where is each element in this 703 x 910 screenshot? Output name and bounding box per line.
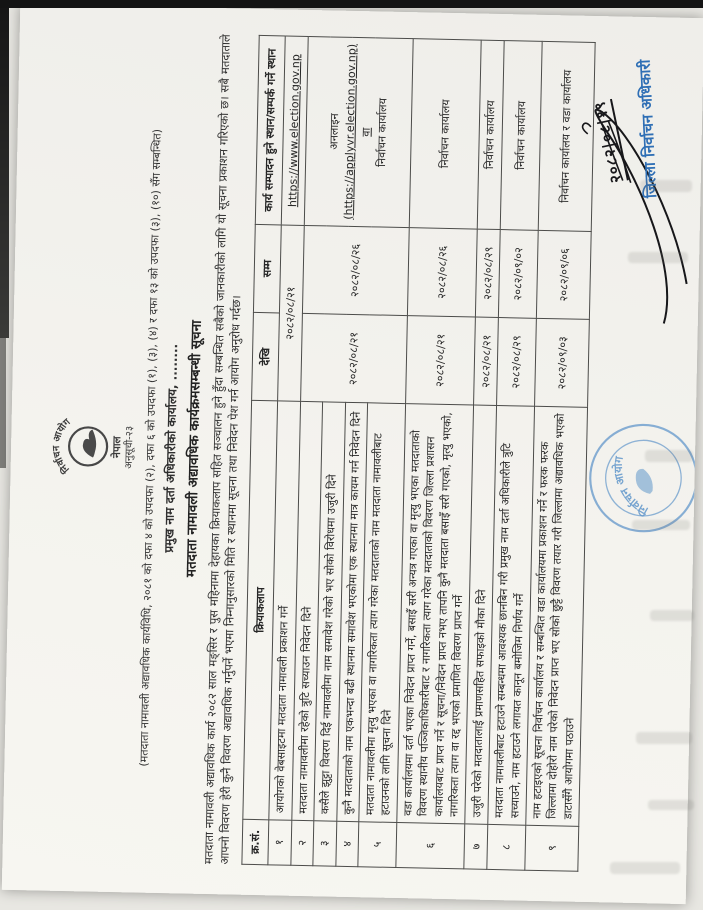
scan-smudge	[632, 520, 690, 530]
page-content	[2, 30, 703, 874]
round-stamp-text: निर्वाचन आयोग	[611, 455, 651, 518]
row-activity: वडा कार्यालयमा दर्ता भएका निवेदन प्राप्त गर्ने, बसाइँ सरी अन्यत्र गएका वा मृत्यु भएका मतदाताको विवरण स्थानीय पञ्जिकाधिकारीबाट र नागरिकता त्याग गरेका मतदाताको विवरण जिल्ला प्रशासन कार्यालयबाट प्राप्त गर्ने र सूचना/निवेदन प्राप्त नभए तापनि कुनै मतदाता बसाइँ सरी गएको, मृत्यु भएको, नागरिकता त्याग वा रद्द भएको प्रमाणित विवरण प्राप्त गर्ने	[397, 404, 474, 824]
row-place: निर्वाचन कार्यालय	[409, 39, 482, 229]
scan-smudge	[650, 610, 694, 621]
row-sn: १	[268, 819, 292, 865]
letterhead-country: नेपाल	[110, 436, 124, 459]
place-line-url: (https://applyvr.election.gov.np) वा	[341, 43, 373, 220]
row-place: निर्वाचन कार्यालय र वडा कार्यालय	[538, 41, 595, 231]
row-date-to: २०८२/०८/२९	[476, 229, 501, 318]
row-date-to: २०८२/०८/२६	[407, 227, 477, 317]
row-date-from: २०८२/०८/२१	[405, 316, 475, 406]
scan-edge-left-fade	[0, 338, 6, 468]
col-header-sn: क्र.सं.	[242, 819, 269, 865]
scan-edge-top	[0, 0, 703, 8]
signature-block	[568, 58, 703, 333]
col-header-place: कार्य सम्पादन हुने स्थान/सम्पर्क गर्ने स्थान	[255, 35, 285, 224]
place-line: निर्वाचन कार्यालय	[374, 97, 390, 168]
scan-smudge	[628, 252, 688, 263]
row-date-to: २०८२/०९/०६	[536, 230, 591, 319]
row-activity: मतदाता नामावलीमा मृत्यु भएका वा नागरिकता त्याग गरेका मतदाताको नाम मतदाता नामावलीबाट हटाउनको लागि सूचना दिने	[359, 403, 406, 822]
legal-reference-line: (मतदाता नामावली अद्यावधिक कार्यविधि, २०८१ को दफा ४ को उपदफा (२), दफा ६ को उपदफा (१), (३), (४) र दफा १३ को उपदफा (३), (१०) सँग सम्बन्धित)	[136, 128, 164, 767]
place-line: अनलाइन	[327, 113, 342, 150]
row-sn: ७	[464, 824, 488, 870]
row-date-to: २०८२/०९/०२	[499, 229, 539, 318]
row-date-to: २०८२/०८/२६	[302, 225, 409, 315]
letterhead	[36, 31, 144, 863]
row-activity: मतदाता नामावलीबाट हटाउने सम्बन्धमा आवश्यक छानबिन गरी प्रमुख नाम दर्ता अधिकारीले त्रुटि सच्याउने, नाम हटाउने लगायत कानून बमोजिम निर्णय गर्ने	[488, 406, 535, 825]
row-sn: ३	[313, 820, 336, 866]
row-activity: मतदाता नामावलीमा रहेको त्रुटि सच्याउन निवेदन दिने	[292, 401, 323, 820]
row-activity: नाम हटाइएको सूचना निर्वाचन कार्यालय र सम्बन्धित वडा कार्यालयमा प्रकाशन गर्ने र फरक फरक जिल्लामा दोहोरो नाम परेको निवेदन प्राप्त भए सोको छुट्टै विवरण तयार गरी जिल्लामा अद्यावधिक भएको डाटासँगै आयोगमा पठाउने	[526, 406, 588, 826]
row-sn: ८	[487, 824, 526, 870]
row-place	[304, 36, 413, 227]
handwritten-signature-icon	[568, 70, 703, 333]
scan-edge-left	[0, 8, 9, 338]
election-commission-emblem-icon	[44, 394, 112, 499]
row-date-from: २०८२/०८/२१	[300, 313, 407, 403]
row-activity: उजुरी परेको मतदातालाई प्रमाणसहित सफाइको मौका दिने	[465, 405, 497, 824]
row-date-merged: २०८२/०८/२१	[278, 225, 305, 402]
row-date-from: २०८२/०९/०३	[535, 318, 590, 407]
scan-smudge	[610, 862, 680, 874]
emblem-bird-icon	[83, 429, 97, 457]
handwritten-date: २०८२|०८|१९	[589, 99, 629, 185]
row-activity: कसैले झुट्टा विवरण दिई नामावलीमा नाम समावेश गरेको भए सोको विरोधमा उजुरी दिने	[314, 402, 345, 821]
row-sn: ४	[335, 821, 358, 867]
row-place: निर्वाचन कार्यालय	[501, 41, 543, 231]
row-activity: कुनै मतदाताको नाम एकभन्दा बढी स्थानमा समावेश भएकोमा एक स्थानमा मात्र कायम गर्न निवेदन दिने	[336, 402, 367, 821]
round-stamp-emblem-icon	[632, 467, 656, 498]
notice-title: मतदाता नामावली अद्यावधिक कार्यक्रमसम्बन्धी सूचना	[182, 320, 205, 578]
row-place: निर्वाचन कार्यालय	[478, 40, 505, 229]
emblem-arc-text: निर्वाचन आयोग	[51, 416, 73, 475]
row-sn: ६	[396, 822, 465, 869]
scan-smudge	[648, 800, 694, 810]
annex-label: अनुसूची-२३	[123, 425, 136, 469]
row-date-from: २०८२/०८/२९	[497, 317, 537, 406]
row-sn: ९	[525, 825, 579, 871]
scanned-page	[2, 4, 703, 904]
col-header-from: देखि	[252, 312, 280, 401]
intro-paragraph: मतदाता नामावली अद्यावधिक कार्य २०८२ साल मङ्सिर र पुस महिनामा देहायका क्रियाकलाप सहित सञ्चालन हुने हुँदा सम्बन्धित सबैको जानकारीको लागि यो सूचना प्रकाशन गरिएको छ। सबै मतदाताले आफ्नो विवरण हेरी कुनै विवरण अद्यावधिक गर्नुपर्ने भएमा निम्नानुसारको मिति र स्थानमा सूचना तथा निवेदन पेश गर्न आयोग अनुरोध गर्दछ।	[200, 34, 244, 865]
scan-smudge	[640, 180, 692, 192]
scan-smudge	[645, 450, 693, 462]
row-sn: २	[291, 820, 314, 866]
row-activity: आयोगको वेबसाइटमा मतदाता नामावली प्रकाशन गर्ने	[269, 401, 301, 820]
col-header-activity: क्रियाकलाप	[243, 400, 278, 819]
office-name-line: प्रमुख नाम दर्ता अधिकारीको कार्यालय, ........	[161, 343, 180, 553]
row-place-url: https://www.election.gov.np	[281, 36, 308, 225]
schedule-table	[241, 35, 596, 872]
col-header-to: सम्म	[253, 224, 281, 313]
scan-smudge	[636, 732, 692, 744]
row-date-from: २०८२/०८/२१	[474, 317, 499, 406]
official-round-stamp	[575, 382, 699, 574]
designation-stamp: जिल्ला निर्वाचन अधिकारी	[635, 58, 661, 199]
row-sn: ५	[358, 821, 397, 867]
